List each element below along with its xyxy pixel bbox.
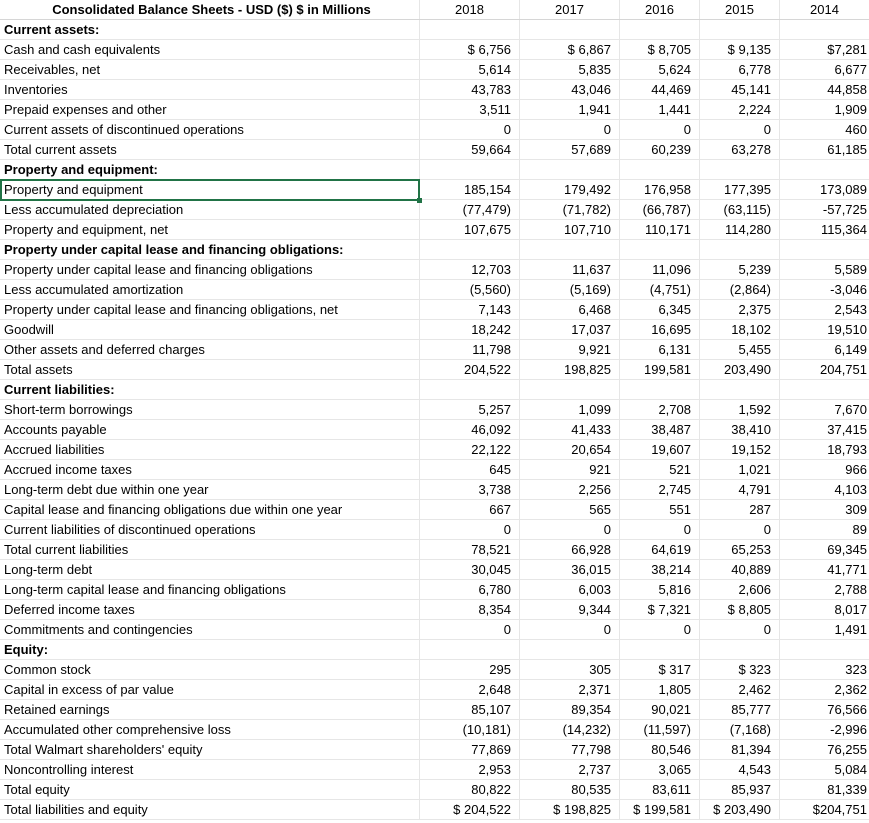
year-header-2016[interactable]: 2016 xyxy=(620,0,700,19)
value-cell-2015[interactable]: (63,115) xyxy=(700,200,780,219)
value-cell-2017[interactable]: 5,835 xyxy=(520,60,620,79)
value-cell-2014[interactable]: 76,255 xyxy=(827,742,867,757)
value-cell-2017[interactable]: 1,099 xyxy=(520,400,620,419)
value-cell-2014[interactable]: 19,510 xyxy=(827,322,867,337)
table-row xyxy=(0,720,869,740)
value-cell-2018[interactable]: 2,648 xyxy=(420,680,520,699)
value-cell-2014[interactable]: 6,677 xyxy=(834,62,867,77)
value-cell-2014[interactable]: 204,751 xyxy=(820,362,867,377)
value-cell-2017[interactable]: (5,169) xyxy=(520,280,620,299)
value-cell-2016[interactable]: $ 7,321 xyxy=(620,600,700,619)
value-cell-2017[interactable]: 0 xyxy=(520,620,620,639)
row-label-cell[interactable]: Property and equipment xyxy=(0,180,420,199)
value-cell-2016[interactable]: $ 8,705 xyxy=(620,40,700,59)
value-cell-2018[interactable]: 0 xyxy=(420,120,520,139)
value-cell-2016[interactable]: 60,239 xyxy=(620,140,700,159)
value-cell-2017[interactable]: 11,637 xyxy=(520,260,620,279)
value-cell-2014[interactable]: 5,589 xyxy=(834,262,867,277)
table-row xyxy=(0,220,869,240)
value-cell-2017[interactable]: 2,371 xyxy=(520,680,620,699)
value-cell-2017[interactable] xyxy=(520,640,620,659)
value-cell-2014[interactable]: -3,046 xyxy=(830,282,867,297)
value-cell-2014[interactable]: 37,415 xyxy=(827,422,867,437)
value-cell-2015[interactable] xyxy=(700,160,780,179)
value-cell-2017[interactable]: 179,492 xyxy=(520,180,620,199)
value-cell-2018[interactable]: (5,560) xyxy=(420,280,520,299)
value-cell-2014[interactable]: -57,725 xyxy=(822,202,867,217)
value-cell-2017[interactable]: 80,535 xyxy=(520,780,620,799)
value-cell-2018[interactable]: 46,092 xyxy=(420,420,520,439)
value-cell-2017[interactable]: 0 xyxy=(520,520,620,539)
value-cell-2015[interactable] xyxy=(700,380,780,399)
table-row xyxy=(0,520,869,540)
value-cell-2018[interactable]: 5,614 xyxy=(420,60,520,79)
value-cell-2014[interactable]: 18,793 xyxy=(827,442,867,457)
value-cell-2017[interactable]: 198,825 xyxy=(520,360,620,379)
value-cell-2015[interactable] xyxy=(700,240,780,259)
row-label-cell[interactable]: Goodwill xyxy=(0,320,420,339)
value-cell-2016[interactable]: 64,619 xyxy=(620,540,700,559)
value-cell-2015[interactable]: 4,543 xyxy=(700,760,780,779)
value-cell-2017[interactable]: 17,037 xyxy=(520,320,620,339)
value-cell-2014[interactable]: 7,670 xyxy=(834,402,867,417)
section-header-row xyxy=(0,240,869,260)
value-cell-2016[interactable]: 110,171 xyxy=(620,220,700,239)
row-label-cell[interactable]: Capital in excess of par value xyxy=(0,680,420,699)
value-cell-2018[interactable]: 3,511 xyxy=(420,100,520,119)
value-cell-2017[interactable]: 77,798 xyxy=(520,740,620,759)
table-row xyxy=(0,280,869,300)
value-cell-2018[interactable] xyxy=(420,380,520,399)
table-row xyxy=(0,100,869,120)
value-cell-2015[interactable]: 2,224 xyxy=(700,100,780,119)
row-label-cell[interactable]: Current liabilities: xyxy=(0,380,420,399)
row-label-cell[interactable]: Total current liabilities xyxy=(0,540,420,559)
value-cell-2014[interactable]: 8,017 xyxy=(834,602,867,617)
value-cell-2017[interactable]: 43,046 xyxy=(520,80,620,99)
table-row xyxy=(0,580,869,600)
value-cell-2017[interactable]: 9,921 xyxy=(520,340,620,359)
value-cell-2017[interactable]: 305 xyxy=(520,660,620,679)
row-label-cell[interactable]: Total Walmart shareholders' equity xyxy=(0,740,420,759)
value-cell-2017[interactable]: 57,689 xyxy=(520,140,620,159)
value-cell-2018[interactable] xyxy=(420,640,520,659)
value-cell-2016[interactable]: 0 xyxy=(620,120,700,139)
value-cell-2017[interactable]: 1,941 xyxy=(520,100,620,119)
section-header-row xyxy=(0,640,869,660)
table-row xyxy=(0,140,869,160)
row-label-cell[interactable]: Accrued liabilities xyxy=(0,440,420,459)
value-cell-2014[interactable]: 2,362 xyxy=(834,682,867,697)
value-cell-2015[interactable]: 6,778 xyxy=(700,60,780,79)
value-cell-2016[interactable]: 83,611 xyxy=(620,780,700,799)
value-cell-2016[interactable]: 44,469 xyxy=(620,80,700,99)
table-row xyxy=(0,700,869,720)
value-cell-2017[interactable]: (71,782) xyxy=(520,200,620,219)
value-cell-2017[interactable]: (14,232) xyxy=(520,720,620,739)
value-cell-2018[interactable]: $ 6,756 xyxy=(420,40,520,59)
row-label-cell[interactable]: Less accumulated depreciation xyxy=(0,200,420,219)
table-row xyxy=(0,260,869,280)
value-cell-2016[interactable]: 0 xyxy=(620,520,700,539)
table-row xyxy=(0,540,869,560)
row-label-cell[interactable]: Less accumulated amortization xyxy=(0,280,420,299)
value-cell-2014[interactable] xyxy=(780,160,869,179)
value-cell-2014[interactable]: 309 xyxy=(845,502,867,517)
table-row xyxy=(0,480,869,500)
row-label-cell[interactable]: Equity: xyxy=(0,640,420,659)
value-cell-2016[interactable]: 6,131 xyxy=(620,340,700,359)
value-cell-2017[interactable]: 107,710 xyxy=(520,220,620,239)
row-label-cell[interactable]: Total equity xyxy=(0,780,420,799)
value-cell-2017[interactable]: 9,344 xyxy=(520,600,620,619)
table-row xyxy=(0,60,869,80)
value-cell-2014[interactable] xyxy=(780,380,869,399)
value-cell-2016[interactable]: $ 317 xyxy=(620,660,700,679)
value-cell-2015[interactable]: 18,102 xyxy=(700,320,780,339)
table-row xyxy=(0,600,869,620)
value-cell-2018[interactable]: 185,154 xyxy=(420,180,520,199)
value-cell-2014[interactable]: 6,149 xyxy=(834,342,867,357)
value-cell-2016[interactable]: (4,751) xyxy=(620,280,700,299)
year-header-2018[interactable]: 2018 xyxy=(420,0,520,19)
value-cell-2017[interactable]: 41,433 xyxy=(520,420,620,439)
value-cell-2016[interactable]: 11,096 xyxy=(620,260,700,279)
value-cell-2014[interactable]: 4,103 xyxy=(834,482,867,497)
table-row xyxy=(0,760,869,780)
value-cell-2016[interactable]: (11,597) xyxy=(620,720,700,739)
value-cell-2018[interactable] xyxy=(420,240,520,259)
sheet-title[interactable]: Consolidated Balance Sheets - USD ($) $ in Millions xyxy=(0,0,420,19)
value-cell-2016[interactable]: 0 xyxy=(620,620,700,639)
row-label-cell[interactable]: Deferred income taxes xyxy=(0,600,420,619)
value-cell-2015[interactable]: $ 203,490 xyxy=(700,800,780,819)
value-cell-2016[interactable]: 199,581 xyxy=(620,360,700,379)
row-label-cell[interactable]: Inventories xyxy=(0,80,420,99)
row-label-cell[interactable]: Accumulated other comprehensive loss xyxy=(0,720,420,739)
header-row xyxy=(0,0,869,20)
row-label-cell[interactable]: Property and equipment: xyxy=(0,160,420,179)
row-label-cell[interactable]: Noncontrolling interest xyxy=(0,760,420,779)
value-cell-2017[interactable]: 89,354 xyxy=(520,700,620,719)
value-cell-2016[interactable]: 16,695 xyxy=(620,320,700,339)
value-cell-2015[interactable]: 2,375 xyxy=(700,300,780,319)
row-label-cell[interactable]: Long-term capital lease and financing obligations xyxy=(0,580,420,599)
value-cell-2017[interactable]: 20,654 xyxy=(520,440,620,459)
value-cell-2014[interactable]: 323 xyxy=(845,662,867,677)
value-cell-2014[interactable]: 41,771 xyxy=(827,562,867,577)
value-cell-2014[interactable]: 89 xyxy=(852,522,867,537)
value-cell-2016[interactable]: 5,624 xyxy=(620,60,700,79)
value-cell-2014[interactable]: 5,084 xyxy=(834,762,867,777)
table-row xyxy=(0,660,869,680)
table-row xyxy=(0,40,869,60)
value-cell-2015[interactable]: 177,395 xyxy=(700,180,780,199)
value-cell-2017[interactable]: 6,468 xyxy=(520,300,620,319)
value-cell-2018[interactable]: 8,354 xyxy=(420,600,520,619)
row-label-cell[interactable]: Common stock xyxy=(0,660,420,679)
table-row xyxy=(0,120,869,140)
value-cell-2015[interactable]: 1,021 xyxy=(700,460,780,479)
value-cell-2018[interactable]: 7,143 xyxy=(420,300,520,319)
value-cell-2016[interactable]: 1,441 xyxy=(620,100,700,119)
row-label-cell[interactable]: Current assets of discontinued operations xyxy=(0,120,420,139)
value-cell-2018[interactable]: 43,783 xyxy=(420,80,520,99)
year-header-2017[interactable]: 2017 xyxy=(520,0,620,19)
value-cell-2016[interactable]: 90,021 xyxy=(620,700,700,719)
value-cell-2014[interactable] xyxy=(780,640,869,659)
value-cell-2015[interactable]: 5,239 xyxy=(700,260,780,279)
value-cell-2018[interactable]: 645 xyxy=(420,460,520,479)
row-label-cell[interactable]: Capital lease and financing obligations due within one year xyxy=(0,500,420,519)
value-cell-2017[interactable]: $ 198,825 xyxy=(520,800,620,819)
table-row xyxy=(0,420,869,440)
section-header-row xyxy=(0,20,869,40)
table-body xyxy=(0,20,869,820)
value-cell-2014[interactable]: $7,281 xyxy=(827,42,867,57)
row-label-cell[interactable]: Total assets xyxy=(0,360,420,379)
value-cell-2014[interactable]: 44,858 xyxy=(827,82,867,97)
value-cell-2015[interactable]: 2,606 xyxy=(700,580,780,599)
value-cell-2015[interactable]: 19,152 xyxy=(700,440,780,459)
value-cell-2018[interactable]: 0 xyxy=(420,620,520,639)
value-cell-2018[interactable]: 6,780 xyxy=(420,580,520,599)
value-cell-2018[interactable]: (77,479) xyxy=(420,200,520,219)
table-row xyxy=(0,440,869,460)
value-cell-2015[interactable]: (7,168) xyxy=(700,720,780,739)
value-cell-2016[interactable]: 19,607 xyxy=(620,440,700,459)
table-row xyxy=(0,800,869,820)
value-cell-2015[interactable]: 203,490 xyxy=(700,360,780,379)
row-label-cell[interactable]: Current liabilities of discontinued operations xyxy=(0,520,420,539)
value-cell-2018[interactable] xyxy=(420,160,520,179)
value-cell-2014[interactable]: 173,089 xyxy=(820,182,867,197)
table-row xyxy=(0,340,869,360)
value-cell-2018[interactable]: 107,675 xyxy=(420,220,520,239)
row-label-cell[interactable]: Long-term debt xyxy=(0,560,420,579)
value-cell-2014[interactable] xyxy=(780,240,869,259)
value-cell-2014[interactable]: -2,996 xyxy=(830,722,867,737)
value-cell-2016[interactable]: 551 xyxy=(620,500,700,519)
value-cell-2018[interactable]: 77,869 xyxy=(420,740,520,759)
value-cell-2017[interactable] xyxy=(520,20,620,39)
value-cell-2018[interactable]: 11,798 xyxy=(420,340,520,359)
table-row xyxy=(0,180,869,200)
value-cell-2016[interactable]: 38,214 xyxy=(620,560,700,579)
value-cell-2015[interactable]: $ 9,135 xyxy=(700,40,780,59)
table-row xyxy=(0,560,869,580)
value-cell-2016[interactable]: 80,546 xyxy=(620,740,700,759)
value-cell-2014[interactable]: 115,364 xyxy=(820,222,867,237)
value-cell-2015[interactable]: 81,394 xyxy=(700,740,780,759)
value-cell-2015[interactable]: 5,455 xyxy=(700,340,780,359)
value-cell-2016[interactable]: 176,958 xyxy=(620,180,700,199)
table-row xyxy=(0,740,869,760)
value-cell-2015[interactable]: $ 323 xyxy=(700,660,780,679)
value-cell-2015[interactable]: (2,864) xyxy=(700,280,780,299)
value-cell-2014[interactable]: 966 xyxy=(845,462,867,477)
table-row xyxy=(0,500,869,520)
value-cell-2017[interactable]: 565 xyxy=(520,500,620,519)
value-cell-2015[interactable]: 38,410 xyxy=(700,420,780,439)
value-cell-2016[interactable]: 6,345 xyxy=(620,300,700,319)
value-cell-2014[interactable]: 1,491 xyxy=(834,622,867,637)
value-cell-2017[interactable] xyxy=(520,240,620,259)
row-label-cell[interactable]: Commitments and contingencies xyxy=(0,620,420,639)
value-cell-2015[interactable] xyxy=(700,20,780,39)
row-label-cell[interactable]: Current assets: xyxy=(0,20,420,39)
value-cell-2016[interactable] xyxy=(620,240,700,259)
table-row xyxy=(0,80,869,100)
value-cell-2017[interactable]: 2,256 xyxy=(520,480,620,499)
value-cell-2015[interactable]: 1,592 xyxy=(700,400,780,419)
value-cell-2018[interactable]: (10,181) xyxy=(420,720,520,739)
value-cell-2015[interactable]: 85,937 xyxy=(700,780,780,799)
value-cell-2015[interactable]: 0 xyxy=(700,120,780,139)
table-row xyxy=(0,460,869,480)
value-cell-2018[interactable] xyxy=(420,20,520,39)
year-header-2015[interactable]: 2015 xyxy=(700,0,780,19)
value-cell-2014[interactable]: 76,566 xyxy=(827,702,867,717)
value-cell-2016[interactable]: 38,487 xyxy=(620,420,700,439)
row-label-cell[interactable]: Total current assets xyxy=(0,140,420,159)
year-header-2014[interactable]: 2014 xyxy=(810,2,839,17)
table-row xyxy=(0,320,869,340)
value-cell-2015[interactable]: 63,278 xyxy=(700,140,780,159)
value-cell-2016[interactable]: 1,805 xyxy=(620,680,700,699)
value-cell-2017[interactable]: 66,928 xyxy=(520,540,620,559)
value-cell-2016[interactable]: 521 xyxy=(620,460,700,479)
table-row xyxy=(0,300,869,320)
value-cell-2017[interactable]: 36,015 xyxy=(520,560,620,579)
value-cell-2015[interactable]: 65,253 xyxy=(700,540,780,559)
value-cell-2017[interactable]: 921 xyxy=(520,460,620,479)
value-cell-2016[interactable]: 3,065 xyxy=(620,760,700,779)
value-cell-2016[interactable] xyxy=(620,160,700,179)
section-header-row xyxy=(0,160,869,180)
value-cell-2014[interactable]: 61,185 xyxy=(827,142,867,157)
value-cell-2014[interactable]: 460 xyxy=(845,122,867,137)
row-label-cell[interactable]: Cash and cash equivalents xyxy=(0,40,420,59)
value-cell-2018[interactable]: 18,242 xyxy=(420,320,520,339)
value-cell-2015[interactable]: 0 xyxy=(700,620,780,639)
value-cell-2018[interactable]: 78,521 xyxy=(420,540,520,559)
value-cell-2016[interactable] xyxy=(620,640,700,659)
value-cell-2018[interactable]: 12,703 xyxy=(420,260,520,279)
value-cell-2015[interactable]: $ 8,805 xyxy=(700,600,780,619)
value-cell-2018[interactable]: 80,822 xyxy=(420,780,520,799)
row-label-cell[interactable]: Property under capital lease and financing obligations, net xyxy=(0,300,420,319)
value-cell-2016[interactable] xyxy=(620,20,700,39)
value-cell-2015[interactable]: 85,777 xyxy=(700,700,780,719)
row-label-cell[interactable]: Property and equipment, net xyxy=(0,220,420,239)
table-row xyxy=(0,680,869,700)
row-label-cell[interactable]: Property under capital lease and financing obligations xyxy=(0,260,420,279)
value-cell-2018[interactable]: $ 204,522 xyxy=(420,800,520,819)
row-label-cell[interactable]: Long-term debt due within one year xyxy=(0,480,420,499)
value-cell-2018[interactable]: 30,045 xyxy=(420,560,520,579)
value-cell-2016[interactable]: 2,745 xyxy=(620,480,700,499)
value-cell-2018[interactable]: 0 xyxy=(420,520,520,539)
value-cell-2016[interactable]: 5,816 xyxy=(620,580,700,599)
value-cell-2015[interactable]: 287 xyxy=(700,500,780,519)
value-cell-2017[interactable]: 0 xyxy=(520,120,620,139)
value-cell-2015[interactable]: 4,791 xyxy=(700,480,780,499)
row-label-cell[interactable]: Total liabilities and equity xyxy=(0,800,420,819)
table-row xyxy=(0,400,869,420)
row-label-cell[interactable]: Other assets and deferred charges xyxy=(0,340,420,359)
row-label-cell[interactable]: Short-term borrowings xyxy=(0,400,420,419)
value-cell-2017[interactable] xyxy=(520,160,620,179)
value-cell-2018[interactable]: 3,738 xyxy=(420,480,520,499)
value-cell-2015[interactable]: 114,280 xyxy=(700,220,780,239)
table-row xyxy=(0,780,869,800)
value-cell-2017[interactable]: 2,737 xyxy=(520,760,620,779)
table-row xyxy=(0,620,869,640)
value-cell-2014[interactable] xyxy=(780,20,869,39)
value-cell-2018[interactable]: 667 xyxy=(420,500,520,519)
value-cell-2018[interactable]: 2,953 xyxy=(420,760,520,779)
value-cell-2015[interactable]: 40,889 xyxy=(700,560,780,579)
table-row xyxy=(0,200,869,220)
value-cell-2018[interactable]: 204,522 xyxy=(420,360,520,379)
section-header-row xyxy=(0,380,869,400)
value-cell-2014[interactable]: 1,909 xyxy=(834,102,867,117)
value-cell-2017[interactable] xyxy=(520,380,620,399)
value-cell-2018[interactable]: 22,122 xyxy=(420,440,520,459)
value-cell-2016[interactable]: $ 199,581 xyxy=(620,800,700,819)
value-cell-2017[interactable]: $ 6,867 xyxy=(520,40,620,59)
row-label-cell[interactable]: Receivables, net xyxy=(0,60,420,79)
value-cell-2015[interactable]: 0 xyxy=(700,520,780,539)
value-cell-2015[interactable] xyxy=(700,640,780,659)
value-cell-2018[interactable]: 295 xyxy=(420,660,520,679)
value-cell-2014[interactable]: 69,345 xyxy=(827,542,867,557)
value-cell-2016[interactable] xyxy=(620,380,700,399)
value-cell-2018[interactable]: 5,257 xyxy=(420,400,520,419)
value-cell-2016[interactable]: 2,708 xyxy=(620,400,700,419)
value-cell-2014[interactable]: 81,339 xyxy=(827,782,867,797)
value-cell-2018[interactable]: 85,107 xyxy=(420,700,520,719)
row-label-cell[interactable]: Prepaid expenses and other xyxy=(0,100,420,119)
value-cell-2018[interactable]: 59,664 xyxy=(420,140,520,159)
row-label-cell[interactable]: Property under capital lease and financing obligations: xyxy=(0,240,420,259)
value-cell-2014[interactable]: $204,751 xyxy=(812,802,867,817)
value-cell-2017[interactable]: 6,003 xyxy=(520,580,620,599)
value-cell-2014[interactable]: 2,543 xyxy=(834,302,867,317)
value-cell-2015[interactable]: 45,141 xyxy=(700,80,780,99)
value-cell-2016[interactable]: (66,787) xyxy=(620,200,700,219)
row-label-cell[interactable]: Accounts payable xyxy=(0,420,420,439)
row-label-cell[interactable]: Accrued income taxes xyxy=(0,460,420,479)
value-cell-2014[interactable]: 2,788 xyxy=(834,582,867,597)
row-label-cell[interactable]: Retained earnings xyxy=(0,700,420,719)
value-cell-2015[interactable]: 2,462 xyxy=(700,680,780,699)
table-row xyxy=(0,360,869,380)
